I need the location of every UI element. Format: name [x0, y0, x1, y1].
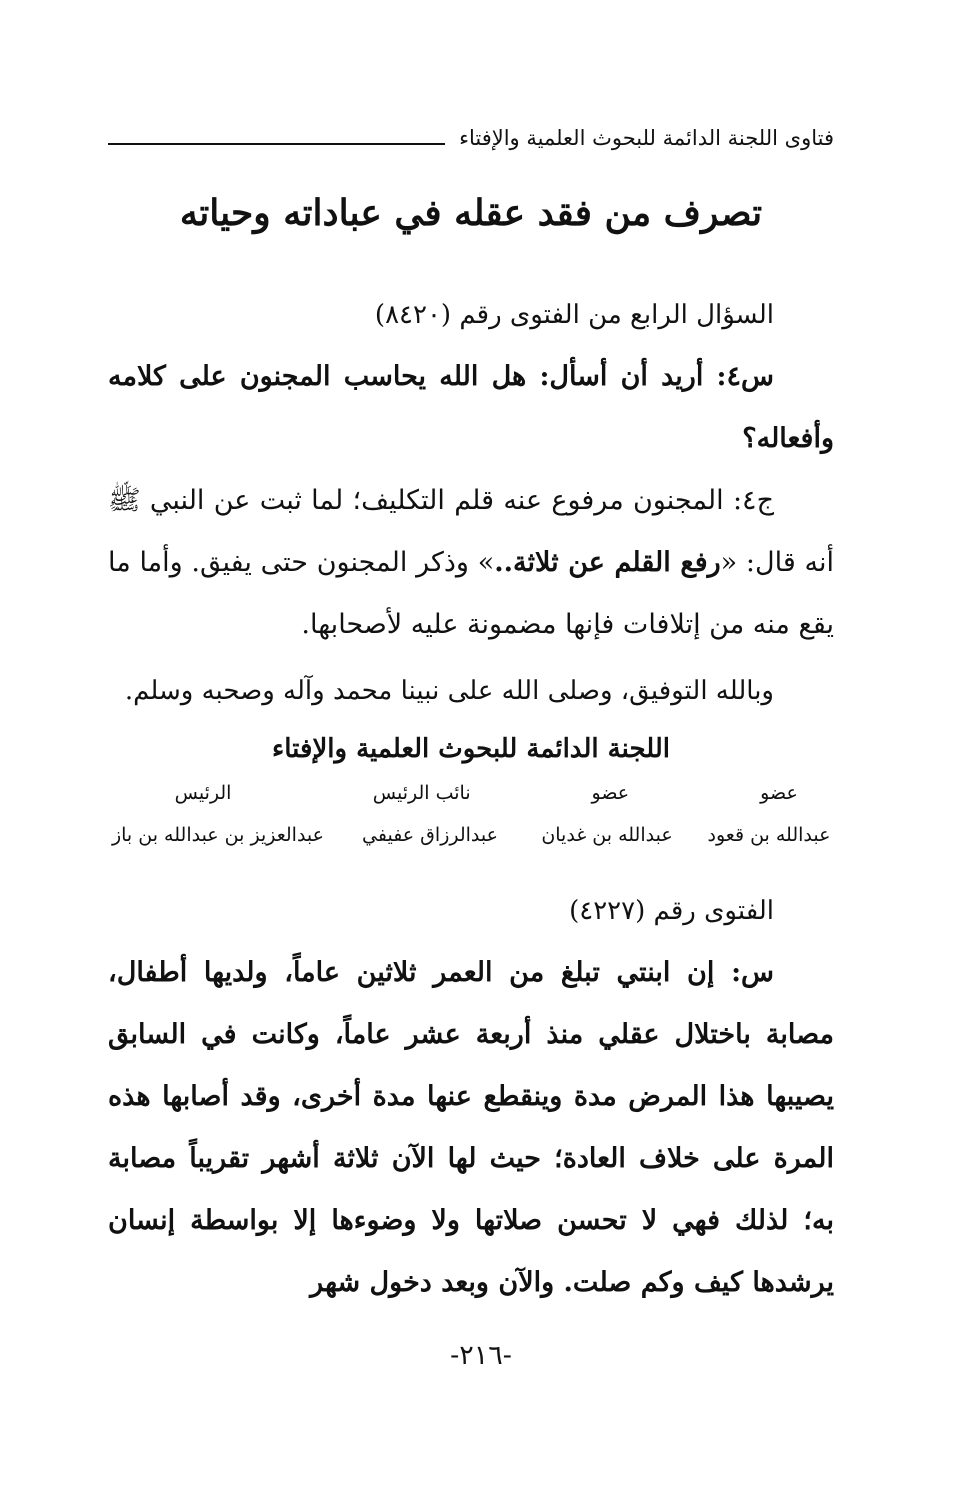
- running-header-title: فتاوى اللجنة الدائمة للبحوث العلمية والإفتاء: [459, 126, 834, 150]
- answer-hadith: رفع القلم عن ثلاثة..: [494, 547, 721, 578]
- header-rule: [108, 143, 445, 145]
- signatory-role: عضو: [760, 782, 798, 804]
- article-title: تصرف من فقد عقله في عباداته وحياته: [179, 192, 763, 234]
- signatory-name: عبدالله بن قعود: [707, 824, 831, 846]
- signatory-name: عبدالعزيز بن عبدالله بن باز: [111, 824, 325, 846]
- fatwa1-heading: السؤال الرابع من الفتوى رقم (٨٤٢٠): [374, 300, 774, 330]
- signatory-role: نائب الرئيس: [372, 782, 471, 804]
- fatwa1-question: س٤: أريد أن أسأل: هل الله يحاسب المجنون على كلامه وأفعاله؟: [108, 361, 834, 454]
- answer-rest: » وذكر المجنون حتى يفيق. وأما ما يقع منه من إتلافات فإنها مضمونة عليه لأصحابها.: [108, 547, 834, 640]
- page-number: -٢١٦-: [450, 1340, 512, 1371]
- signatory-name: عبدالله بن غديان: [541, 824, 673, 846]
- closing-prayer: وبالله التوفيق، وصلى الله على نبينا محمد وآله وصحبه وسلم.: [124, 676, 774, 706]
- signatory-role: الرئيس: [174, 782, 232, 804]
- fatwa1-answer: [108, 470, 834, 656]
- signatory-names: [108, 824, 834, 846]
- answer-intro: ج٤: المجنون مرفوع عنه قلم التكليف؛ لما ثبت عن النبي ﷺ أنه قال: «: [108, 485, 835, 578]
- running-header: [108, 118, 834, 158]
- fatwa2-question: س: إن ابنتي تبلغ من العمر ثلاثين عاماً، ولديها أطفال، مصابة باختلال عقلي منذ أربعة عشر عاماً، وكانت في السابق يصيبها هذا المرض مدة وينقطع عنها مدة أخرى، وقد أصابها هذه المرة على خلاف العادة؛ حيث لها الآن ثلاثة أشهر تقريباً مصابة به؛ لذلك فهي لا تحسن صلاتها ولا وضوءها إلا بواسطة إنسان يرشدها كيف وكم صلت. والآن وبعد دخول شهر: [108, 957, 834, 1298]
- fatwa2-heading: الفتوى رقم (٤٢٢٧): [569, 896, 774, 926]
- committee-name: اللجنة الدائمة للبحوث العلمية والإفتاء: [272, 734, 670, 764]
- signatory-role: عضو: [591, 782, 630, 804]
- signatory-name: عبدالرزاق عفيفي: [362, 824, 498, 846]
- signatory-roles: [108, 782, 834, 804]
